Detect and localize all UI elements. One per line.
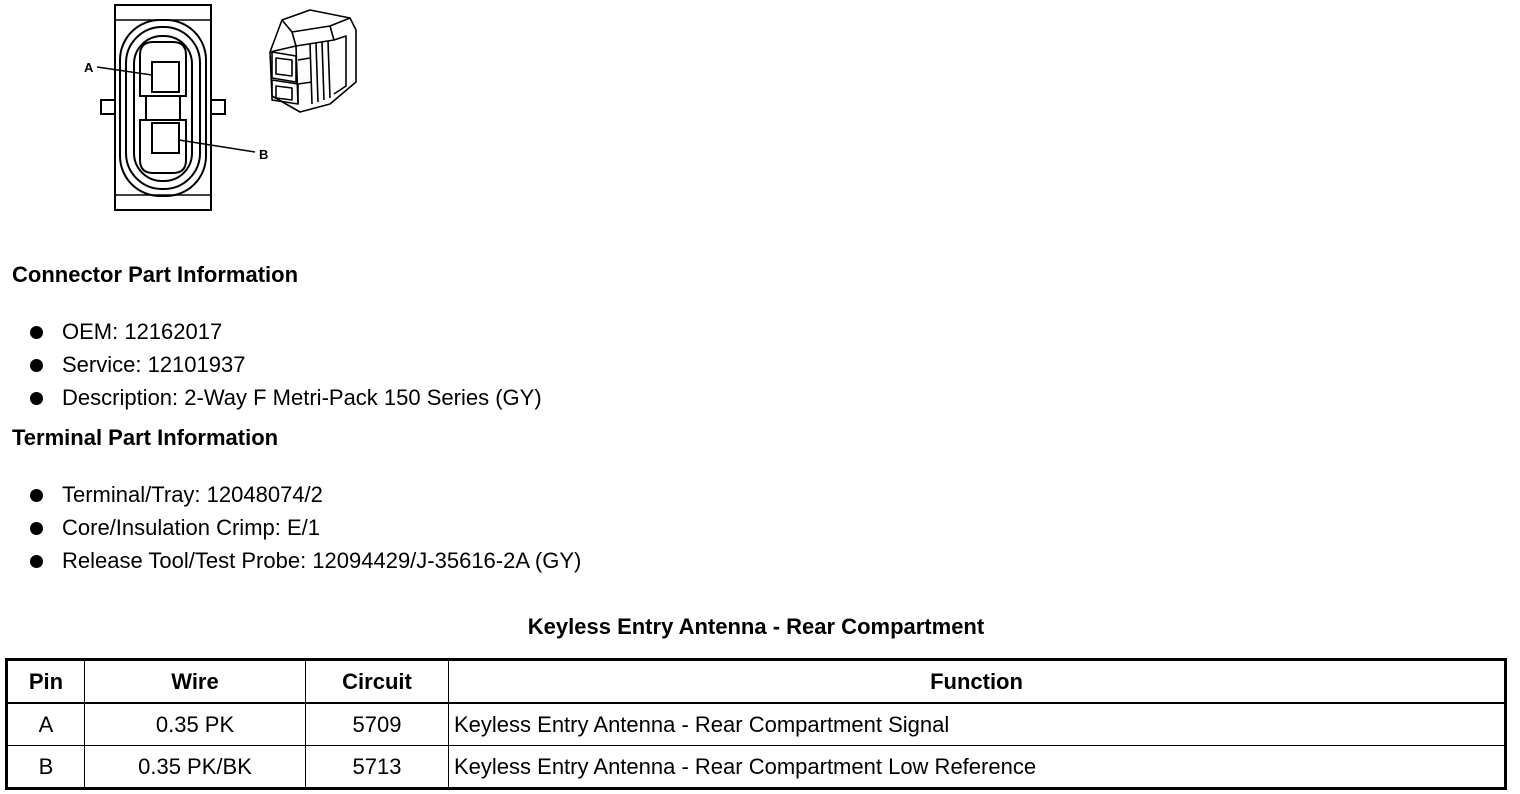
- bullet-icon: [30, 359, 43, 372]
- connector-description: Description: 2-Way F Metri-Pack 150 Series (GY): [62, 385, 542, 410]
- core-insulation-crimp: Core/Insulation Crimp: E/1: [62, 515, 320, 540]
- wire-cell: 0.35 PK/BK: [85, 746, 306, 789]
- connector-diagram: [0, 0, 400, 225]
- pin-table-title: Keyless Entry Antenna - Rear Compartment: [527, 614, 985, 639]
- table-row: [7, 746, 1506, 789]
- bullet-icon: [30, 489, 43, 502]
- function-cell: Keyless Entry Antenna - Rear Compartment Signal: [449, 703, 1506, 746]
- connector-part-info-heading: Connector Part Information: [12, 262, 299, 287]
- column-header-pin: Pin: [7, 660, 85, 704]
- bullet-icon: [30, 326, 43, 339]
- terminal-part-info-heading: Terminal Part Information: [12, 425, 279, 450]
- callout-a: A: [84, 60, 94, 75]
- service-part-number: Service: 12101937: [62, 352, 246, 377]
- column-header-wire: Wire: [85, 660, 306, 704]
- terminal-tray: Terminal/Tray: 12048074/2: [62, 482, 323, 507]
- pin-cell: B: [7, 746, 85, 789]
- table-header-row: [7, 660, 1506, 704]
- bullet-icon: [30, 392, 43, 405]
- release-tool-test-probe: Release Tool/Test Probe: 12094429/J-35616-2A (GY): [62, 548, 582, 573]
- pin-table: [5, 658, 1507, 790]
- bullet-icon: [30, 555, 43, 568]
- callout-b: B: [259, 147, 269, 162]
- connector-part-info-list: [30, 315, 542, 414]
- list-item: [30, 315, 542, 348]
- circuit-cell: 5709: [306, 703, 449, 746]
- table-row: [7, 703, 1506, 746]
- function-cell: Keyless Entry Antenna - Rear Compartment Low Reference: [449, 746, 1506, 789]
- pin-cell: A: [7, 703, 85, 746]
- oem-part-number: OEM: 12162017: [62, 319, 223, 344]
- connector-face-view: [97, 5, 255, 210]
- column-header-function: Function: [449, 660, 1506, 704]
- terminal-part-info-list: [30, 478, 581, 577]
- bullet-icon: [30, 522, 43, 535]
- list-item: [30, 348, 542, 381]
- list-item: [30, 381, 542, 414]
- list-item: [30, 544, 581, 577]
- column-header-circuit: Circuit: [306, 660, 449, 704]
- list-item: [30, 478, 581, 511]
- circuit-cell: 5713: [306, 746, 449, 789]
- list-item: [30, 511, 581, 544]
- connector-isometric-view: [270, 10, 356, 112]
- wire-cell: 0.35 PK: [85, 703, 306, 746]
